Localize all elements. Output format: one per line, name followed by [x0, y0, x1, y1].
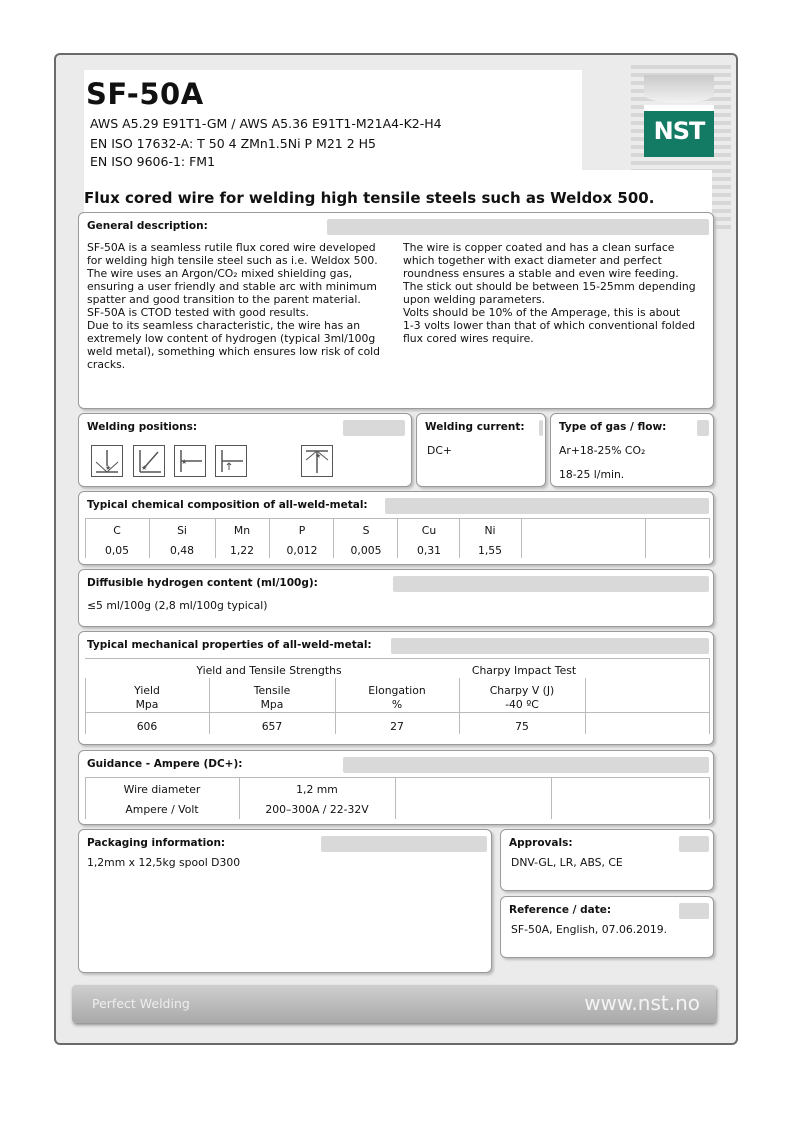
- table-rule: [709, 658, 710, 734]
- welding-positions-box: [78, 413, 412, 487]
- yield-tensile-group: Yield and Tensile Strengths: [196, 664, 342, 677]
- element-value: 0,005: [350, 544, 382, 557]
- horizontal-vertical-position-icon: [133, 445, 165, 477]
- column-name: Yield: [134, 684, 160, 697]
- mechanical-properties-box: [78, 631, 714, 745]
- column-value: 75: [515, 720, 529, 733]
- chemical-heading: Typical chemical composition of all-weld-metal:: [87, 499, 368, 511]
- table-rule: [85, 658, 709, 659]
- text-line: SF-50A is a seamless rutile flux cored wire developed: [87, 241, 376, 254]
- hydrogen-value: ≤5 ml/100g (2,8 ml/100g typical): [87, 599, 268, 612]
- element-header: Cu: [421, 524, 437, 537]
- text-line: which together with exact diameter and perfect: [403, 254, 662, 267]
- text-line: 1-3 volts lower than that of which conventional folded: [403, 319, 696, 332]
- column-unit: Mpa: [260, 698, 284, 711]
- heading-bar: [697, 420, 709, 436]
- svg-text:★: ★: [141, 464, 148, 472]
- element-value: 0,012: [286, 544, 318, 557]
- heading-bar: [393, 576, 709, 592]
- table-rule: [551, 777, 552, 819]
- approvals-box: [500, 829, 714, 891]
- overhead-position-icon: [301, 445, 333, 477]
- element-header: Ni: [484, 524, 496, 537]
- text-line: spatter and good transition to the parent material.: [87, 293, 361, 306]
- table-rule: [709, 518, 710, 558]
- text-line: flux cored wires require.: [403, 332, 534, 345]
- guidance-heading: Guidance - Ampere (DC+):: [87, 758, 243, 770]
- packaging-heading: Packaging information:: [87, 837, 226, 849]
- general-description-box: [78, 212, 714, 409]
- table-rule: [333, 518, 334, 558]
- column-unit: Mpa: [135, 698, 159, 711]
- packaging-box: [78, 829, 492, 973]
- heading-bar: [679, 836, 709, 852]
- heading-bar: [327, 219, 709, 235]
- element-header: Si: [177, 524, 187, 537]
- footer-bar: [72, 985, 716, 1023]
- approvals-value: DNV-GL, LR, ABS, CE: [511, 856, 623, 869]
- table-rule: [709, 777, 710, 819]
- footer-slogan: Perfect Welding: [92, 996, 190, 1011]
- text-line: roundness ensures a stable and even wire feeding.: [403, 267, 679, 280]
- table-rule: [85, 518, 86, 558]
- element-header: S: [362, 524, 370, 537]
- element-value: 0,48: [169, 544, 195, 557]
- element-value: 0,05: [104, 544, 130, 557]
- vertical-up-position-icon: [215, 445, 247, 477]
- logo-swoosh: [644, 75, 714, 103]
- table-rule: [397, 518, 398, 558]
- gas-box: [550, 413, 714, 487]
- ampere-volt-label: Ampere / Volt: [125, 803, 199, 816]
- column-name: Tensile: [253, 684, 291, 697]
- text-line: Volts should be 10% of the Amperage, this is about: [403, 306, 681, 319]
- guidance-box: [78, 750, 714, 825]
- general-heading: General description:: [87, 220, 208, 232]
- heading-bar: [539, 420, 543, 436]
- column-value: 657: [261, 720, 283, 733]
- wire-diameter-label: Wire diameter: [123, 783, 201, 796]
- text-line: The wire is copper coated and has a clean surface: [403, 241, 675, 254]
- text-line: cracks.: [87, 358, 126, 371]
- table-rule: [85, 712, 709, 713]
- table-rule: [149, 518, 150, 558]
- element-value: 1,22: [229, 544, 255, 557]
- element-header: Mn: [233, 524, 251, 537]
- product-title: SF-50A: [86, 77, 204, 111]
- standard-line: EN ISO 9606-1: FM1: [90, 154, 216, 169]
- table-rule: [521, 518, 522, 558]
- nst-logo: [644, 105, 714, 157]
- text-line: weld metal), something which ensures low risk of cold: [87, 345, 381, 358]
- heading-bar: [343, 420, 405, 436]
- column-value: 606: [136, 720, 158, 733]
- column-name: Elongation: [368, 684, 426, 697]
- text-line: Due to its seamless characteristic, the wire has an: [87, 319, 361, 332]
- text-line: SF-50A is CTOD tested with good results.: [87, 306, 309, 319]
- element-header: C: [113, 524, 121, 537]
- element-header: P: [298, 524, 306, 537]
- text-line: for welding high tensile steel such as i.e. Weldox 500.: [87, 254, 378, 267]
- standard-line: AWS A5.29 E91T1-GM / AWS A5.36 E91T1-M21A4-K2-H4: [90, 116, 442, 131]
- flat-position-icon: [91, 445, 123, 477]
- heading-bar: [343, 757, 709, 773]
- approvals-heading: Approvals:: [509, 837, 573, 849]
- chemical-composition-box: [78, 491, 714, 565]
- heading-bar: [321, 836, 487, 852]
- heading-bar: [679, 903, 709, 919]
- column-name: Charpy V (J): [489, 684, 555, 697]
- current-value: DC+: [427, 444, 452, 457]
- text-line: The wire uses an Argon/CO₂ mixed shielding gas,: [87, 267, 353, 280]
- logo-text: NST: [653, 117, 705, 145]
- mechanical-heading: Typical mechanical properties of all-weld-metal:: [87, 639, 372, 651]
- packaging-value: 1,2mm x 12,5kg spool D300: [87, 856, 241, 869]
- ampere-volt-value: 200–300A / 22-32V: [265, 803, 369, 816]
- reference-value: SF-50A, English, 07.06.2019.: [511, 923, 668, 936]
- reference-box: [500, 896, 714, 958]
- column-unit: -40 ºC: [505, 698, 539, 711]
- text-line: ensuring a user friendly and stable arc with minimum: [87, 280, 377, 293]
- text-line: extremely low content of hydrogen (typical 3ml/100g: [87, 332, 376, 345]
- table-rule: [85, 777, 709, 778]
- column-value: 27: [390, 720, 404, 733]
- hydrogen-heading: Diffusible hydrogen content (ml/100g):: [87, 577, 318, 589]
- footer-website[interactable]: www.nst.no: [584, 991, 700, 1015]
- text-line: upon welding parameters.: [403, 293, 546, 306]
- element-value: 0,31: [416, 544, 442, 557]
- general-left-text: [87, 241, 380, 371]
- charpy-group: Charpy Impact Test: [471, 664, 577, 677]
- tagline: Flux cored wire for welding high tensile steels such as Weldox 500.: [84, 189, 655, 207]
- gas-heading: Type of gas / flow:: [559, 421, 667, 433]
- heading-bar: [385, 498, 709, 514]
- reference-heading: Reference / date:: [509, 904, 612, 916]
- current-heading: Welding current:: [425, 421, 525, 433]
- svg-text:★: ★: [181, 458, 188, 466]
- text-line: The stick out should be between 15-25mm depending: [403, 280, 696, 293]
- column-unit: %: [391, 698, 403, 711]
- svg-text:★: ★: [315, 452, 322, 460]
- gas-flow: 18-25 l/min.: [559, 468, 625, 481]
- general-right-text: [403, 241, 696, 345]
- welding-current-box: [416, 413, 546, 487]
- datasheet-frame: [54, 53, 738, 1045]
- horizontal-position-icon: [174, 445, 206, 477]
- table-rule: [395, 777, 396, 819]
- svg-text:★: ★: [105, 464, 112, 472]
- element-value: 1,55: [477, 544, 503, 557]
- standard-line: EN ISO 17632-A: T 50 4 ZMn1.5Ni P M21 2 H5: [90, 136, 376, 151]
- positions-heading: Welding positions:: [87, 421, 198, 433]
- hydrogen-box: [78, 569, 714, 627]
- gas-type: Ar+18-25% CO₂: [559, 444, 646, 457]
- wire-diameter-value: 1,2 mm: [296, 783, 338, 796]
- table-rule: [585, 678, 586, 734]
- table-rule: [645, 518, 646, 558]
- heading-bar: [391, 638, 709, 654]
